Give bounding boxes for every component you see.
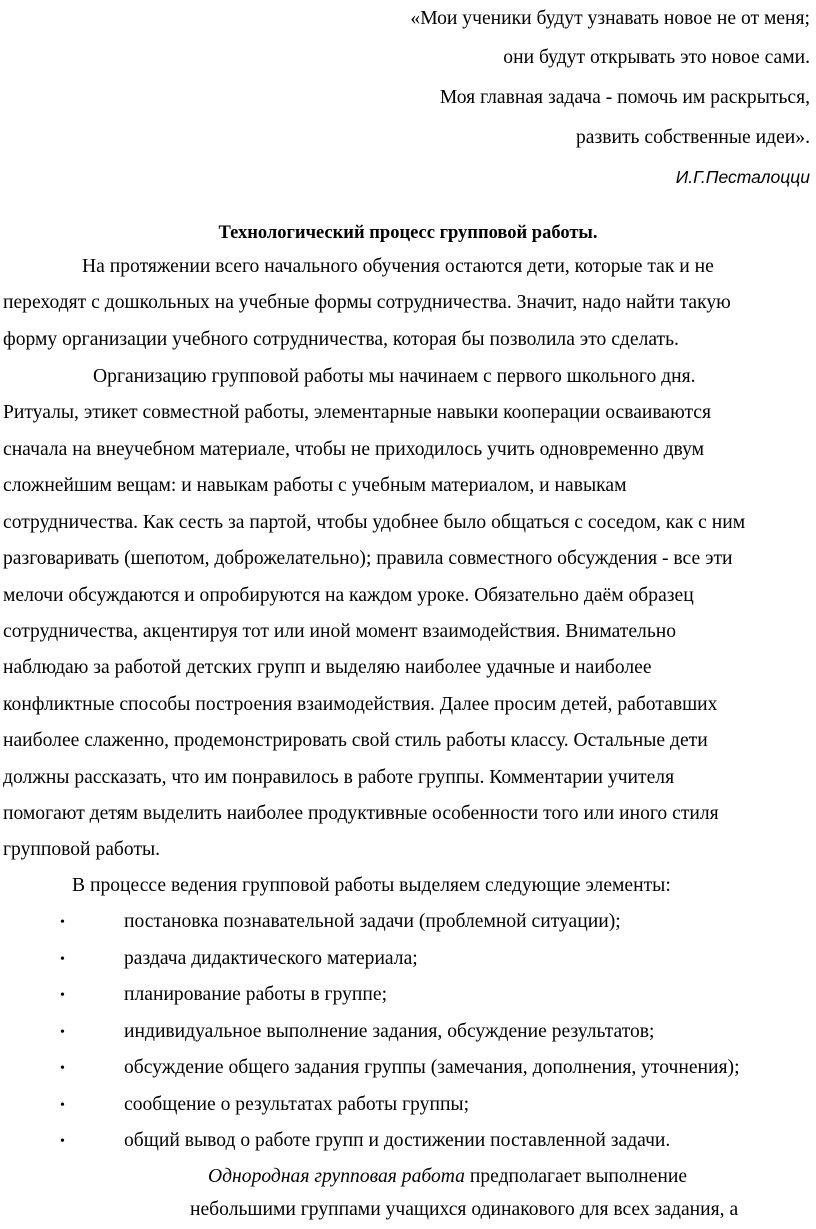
bullet-icon: • xyxy=(60,1061,65,1076)
bullet-icon: • xyxy=(60,988,65,1003)
term-italic: Однородная групповая работа xyxy=(208,1166,465,1187)
bullet-icon: • xyxy=(60,952,65,967)
term-rest: предполагает выполнение xyxy=(464,1166,688,1187)
list-item-text: индивидуальное выполнение задания, обсуждение результатов; xyxy=(124,1021,655,1042)
epigraph-line: Моя главная задача - помочь им раскрыться, xyxy=(439,87,810,108)
paragraph-line: наиболее слаженно, продемонстрировать свой стиль работы классу. Остальные дети xyxy=(3,730,708,751)
paragraph-line: сложнейшим вещам: и навыкам работы с учебным материалом, и навыкам xyxy=(3,475,627,496)
section-heading: Технологический процесс групповой работы. xyxy=(218,223,598,243)
paragraph-line: сначала на внеучебном материале, чтобы не приходилось учить одновременно двум xyxy=(3,439,705,460)
bullet-icon: • xyxy=(60,1134,65,1149)
bullet-icon: • xyxy=(60,1098,65,1113)
list-item-text: сообщение о результатах работы группы; xyxy=(124,1094,470,1115)
list-item-text: планирование работы в группе; xyxy=(124,984,388,1005)
paragraph-line: небольшими группами учащихся одинакового для всех задания, а xyxy=(190,1199,739,1220)
list-item-text: общий вывод о работе групп и достижении поставленной задачи. xyxy=(124,1130,671,1151)
epigraph-line: «Мои ученики будут узнавать новое не от меня; xyxy=(410,8,810,29)
bullet-icon: • xyxy=(60,915,65,930)
paragraph-line: наблюдаю за работой детских групп и выделяю наиболее удачные и наиболее xyxy=(3,657,652,678)
paragraph-line: мелочи обсуждаются и опробируются на каждом уроке. Обязательно даём образец xyxy=(3,585,694,606)
list-intro: В процессе ведения групповой работы выделяем следующие элементы: xyxy=(72,875,671,896)
paragraph-line: сотрудничества. Как сесть за партой, чтобы удобнее было общаться с соседом, как с ним xyxy=(3,512,746,533)
paragraph-line: Ритуалы, этикет совместной работы, элементарные навыки кооперации осваиваются xyxy=(3,402,711,423)
paragraph-line: должны рассказать, что им понравилось в работе группы. Комментарии учителя xyxy=(3,767,675,788)
paragraph-line: форму организации учебного сотрудничества, которая бы позволила это сделать. xyxy=(3,329,679,350)
list-item-text: раздача дидактического материала; xyxy=(124,948,418,969)
paragraph-line: переходят с дошкольных на учебные формы сотрудничества. Значит, надо найти такую xyxy=(3,292,731,313)
paragraph-line: конфликтные способы построения взаимодействия. Далее просим детей, работавших xyxy=(3,694,718,715)
paragraph-line: разговаривать (шепотом, доброжелательно); правила совместного обсуждения - все эти xyxy=(3,548,733,569)
paragraph-line: На протяжении всего начального обучения остаются дети, которые так и не xyxy=(82,256,714,277)
epigraph-line: они будут открывать это новое сами. xyxy=(503,47,810,68)
paragraph-line xyxy=(208,1165,687,1189)
paragraph-line: сотрудничества, акцентируя тот или иной момент взаимодействия. Внимательно xyxy=(3,621,677,642)
paragraph-line: помогают детям выделить наиболее продуктивные особенности того или иного стиля xyxy=(3,803,719,824)
paragraph-line: групповой работы. xyxy=(3,839,161,860)
bullet-icon: • xyxy=(60,1025,65,1040)
list-item-text: обсуждение общего задания группы (замечания, дополнения, уточнения); xyxy=(124,1057,740,1078)
epigraph-author: И.Г.Песталоцци xyxy=(675,167,810,187)
epigraph-line: развить собственные идеи». xyxy=(576,127,810,148)
list-item-text: постановка познавательной задачи (проблемной ситуации); xyxy=(124,911,621,932)
paragraph-line: Организацию групповой работы мы начинаем с первого школьного дня. xyxy=(93,366,696,387)
